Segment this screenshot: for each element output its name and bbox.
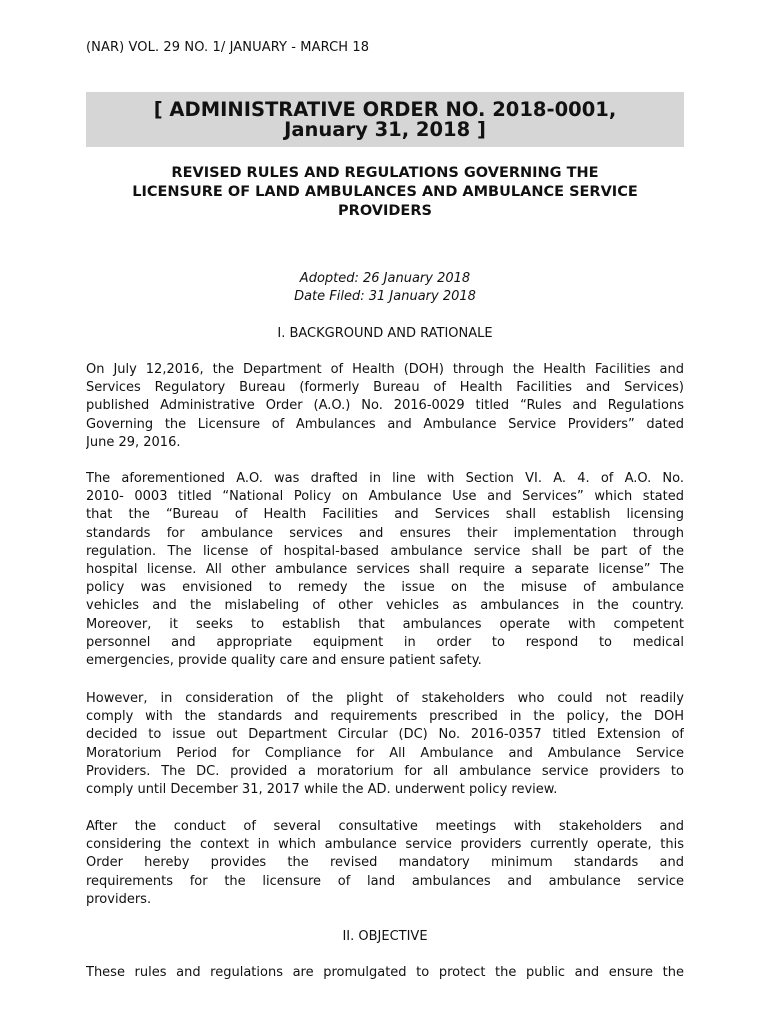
- paragraph-line: vehicles and the mislabeling of other vehicles as ambulances in the country.: [86, 598, 684, 614]
- paragraph-line: regulation. The license of hospital-based ambulance service shall be part of the: [86, 543, 684, 559]
- document-title: [86, 92, 684, 147]
- paragraph-line: comply with the standards and requirements prescribed in the policy, the DOH: [86, 709, 684, 725]
- paragraph-line: emergencies, provide quality care and ensure patient safety.: [86, 653, 482, 669]
- paragraph-line: However, in consideration of the plight of stakeholders who could not readily: [86, 691, 684, 706]
- paragraph-line: standards for ambulance services and ensures their implementation through: [86, 525, 684, 541]
- paragraph-line: requirements for the licensure of land ambulances and ambulance service: [86, 873, 684, 889]
- publication-header: (NAR) VOL. 29 NO. 1/ JANUARY - MARCH 18: [86, 40, 370, 55]
- paragraph-1: [86, 361, 684, 452]
- document-subtitle: [86, 164, 684, 221]
- paragraph-line: June 29, 2016.: [86, 434, 181, 450]
- paragraph-line: considering the context in which ambulance service providers currently operate, this: [86, 837, 684, 853]
- paragraph-line: hospital license. All other ambulance services shall require a separate license” The: [86, 562, 684, 578]
- paragraph-line: decided to issue out Department Circular (DC) No. 2016-0357 titled Extension of: [86, 727, 684, 743]
- paragraph-line: that the “Bureau of Health Facilities and Services shall establish licensing: [86, 507, 684, 523]
- paragraph-line: comply until December 31, 2017 while the AD. underwent policy review.: [86, 782, 558, 798]
- paragraph-line: Order hereby provides the revised mandatory minimum standards and: [86, 855, 684, 871]
- paragraph-line: Moratorium Period for Compliance for All Ambulance and Ambulance Service: [86, 745, 684, 761]
- section-heading-objective: II. OBJECTIVE: [342, 929, 428, 944]
- paragraph-line: These rules and regulations are promulgated to protect the public and ensure the: [86, 965, 684, 980]
- paragraph-line: The aforementioned A.O. was drafted in line with Section VI. A. 4. of A.O. No.: [86, 471, 684, 486]
- adoption-info: [86, 270, 684, 306]
- subtitle-line-2: LICENSURE OF LAND AMBULANCES AND AMBULANCE SERVICE: [132, 184, 638, 200]
- title-line-1: [ ADMINISTRATIVE ORDER NO. 2018-0001,: [153, 98, 617, 121]
- paragraph-line: 2010- 0003 titled “National Policy on Ambulance Use and Services” which stated: [86, 489, 684, 505]
- paragraph-line: On July 12,2016, the Department of Health (DOH) through the Health Facilities and: [86, 362, 684, 377]
- paragraph-5: [86, 964, 684, 982]
- adopted-date: Adopted: 26 January 2018: [299, 271, 471, 286]
- title-line-2: January 31, 2018 ]: [284, 118, 486, 141]
- paragraph-2: [86, 470, 684, 670]
- paragraph-4: [86, 818, 684, 909]
- paragraph-line: personnel and appropriate equipment in order to respond to medical: [86, 634, 684, 650]
- paragraph-line: Providers. The DC. provided a moratorium for all ambulance service providers to: [86, 763, 684, 779]
- subtitle-line-1: REVISED RULES AND REGULATIONS GOVERNING THE: [171, 165, 599, 181]
- paragraph-line: Moreover, it seeks to establish that ambulances operate with competent: [86, 616, 684, 632]
- paragraph-line: providers.: [86, 891, 152, 907]
- paragraph-line: policy was envisioned to remedy the issue on the misuse of ambulance: [86, 580, 684, 596]
- paragraph-line: Services Regulatory Bureau (formerly Bureau of Health Facilities and Services): [86, 380, 684, 396]
- subtitle-line-3: PROVIDERS: [338, 203, 432, 219]
- paragraph-line: published Administrative Order (A.O.) No. 2016-0029 titled “Rules and Regulations: [86, 398, 684, 414]
- section-heading-background: I. BACKGROUND AND RATIONALE: [277, 326, 493, 341]
- paragraph-line: Governing the Licensure of Ambulances and Ambulance Service Providers” dated: [86, 416, 684, 432]
- filed-date: Date Filed: 31 January 2018: [294, 289, 476, 304]
- paragraph-line: After the conduct of several consultative meetings with stakeholders and: [86, 819, 684, 834]
- paragraph-3: [86, 690, 684, 799]
